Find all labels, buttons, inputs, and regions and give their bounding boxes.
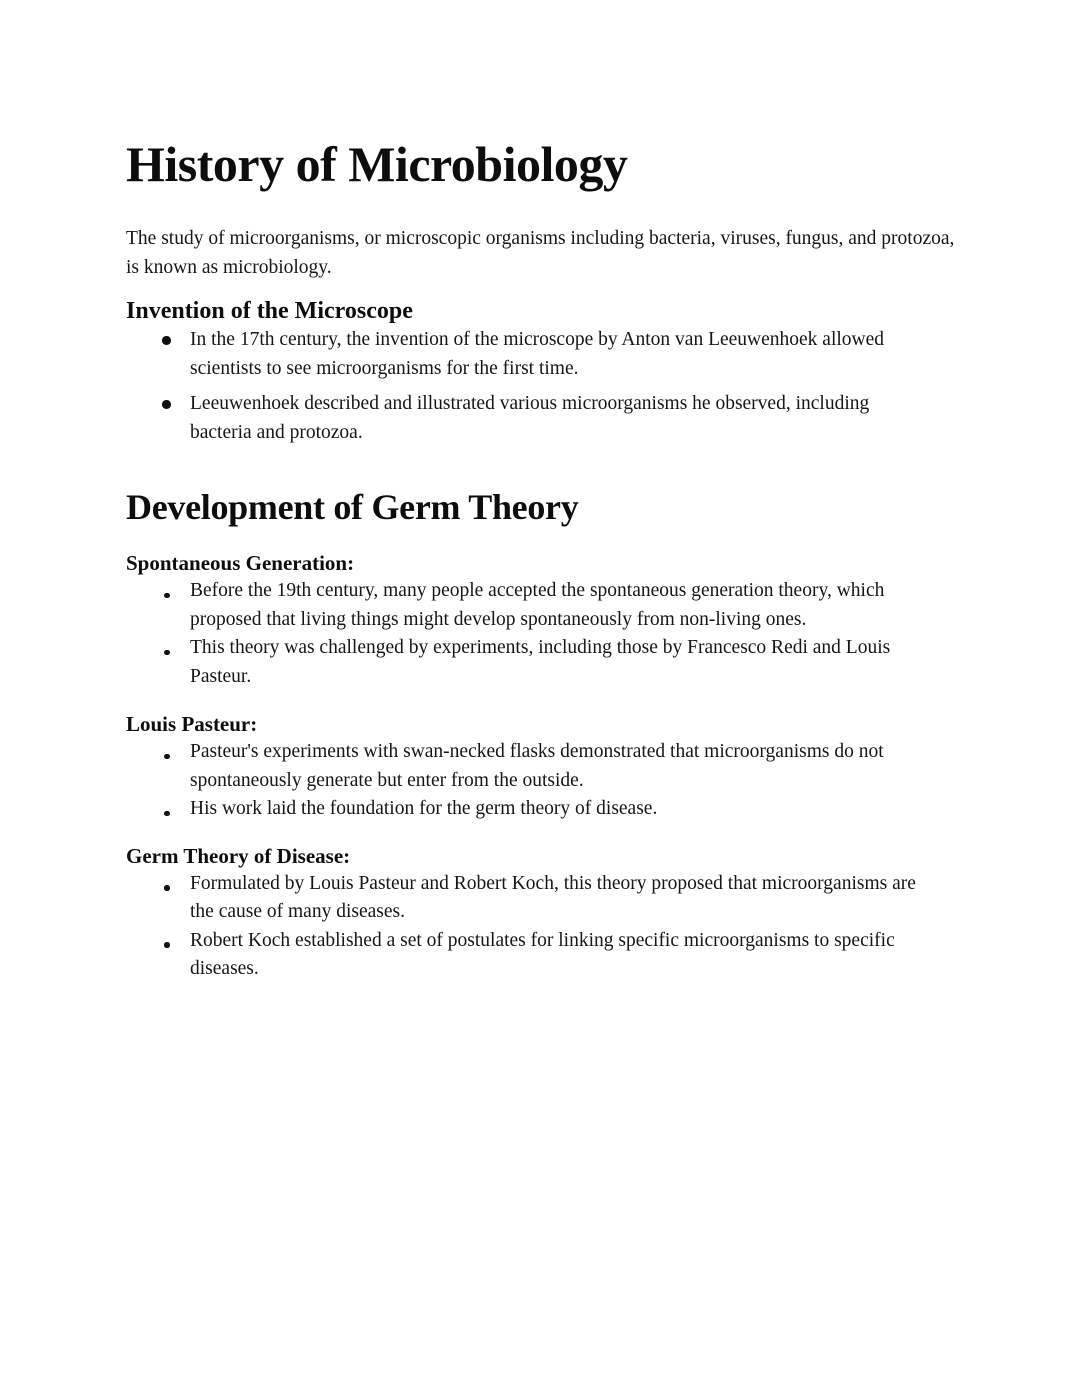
section-heading-development-of-germ-theory: Development of Germ Theory	[126, 487, 579, 527]
list-item-text: Leeuwenhoek described and illustrated various microorganisms he observed, including bacteria and protozoa.	[190, 393, 870, 443]
microscope-bullet-list	[126, 326, 925, 447]
spontaneous-generation-bullet-list	[126, 577, 925, 691]
list-item	[126, 326, 925, 383]
list-item-text: His work laid the foundation for the germ theory of disease.	[190, 798, 658, 819]
bullet-icon	[162, 400, 171, 409]
list-item-text: In the 17th century, the invention of the microscope by Anton van Leeuwenhoek allowed scientists to see microorganisms for the first time.	[190, 329, 885, 379]
page-title: History of Microbiology	[126, 136, 628, 192]
subsection-label-spontaneous-generation: Spontaneous Generation:	[126, 551, 355, 575]
subsection-label-germ-theory-of-disease: Germ Theory of Disease:	[126, 843, 351, 868]
list-item	[126, 634, 925, 691]
list-item	[126, 738, 925, 795]
bullet-icon	[164, 942, 170, 948]
bullet-icon	[164, 754, 170, 760]
list-item	[126, 795, 925, 824]
bullet-icon	[164, 593, 170, 599]
list-item-text: This theory was challenged by experiments, including those by Francesco Redi and Louis Pasteur.	[190, 637, 891, 687]
section-heading-invention-of-the-microscope: Invention of the Microscope	[126, 298, 413, 324]
list-item-text: Pasteur's experiments with swan-necked flasks demonstrated that microorganisms do not spontaneously generate but enter from the outside.	[190, 741, 884, 791]
list-item	[126, 390, 925, 447]
subsection-label-louis-pasteur: Louis Pasteur:	[126, 712, 258, 736]
intro-paragraph: The study of microorganisms, or microscopic organisms including bacteria, viruses, fungus, and protozoa, is known as microbiology.	[126, 228, 955, 278]
list-item-text: Robert Koch established a set of postulates for linking specific microorganisms to specific diseases.	[190, 929, 895, 979]
germ-theory-of-disease-bullet-list	[126, 870, 925, 984]
bullet-icon	[162, 336, 171, 345]
louis-pasteur-bullet-list	[126, 738, 925, 824]
list-item	[126, 870, 925, 927]
list-item-text: Formulated by Louis Pasteur and Robert Koch, this theory proposed that microorganisms are the cause of many diseases.	[190, 872, 916, 922]
bullet-icon	[164, 811, 170, 817]
list-item	[126, 577, 925, 634]
bullet-icon	[164, 885, 170, 891]
list-item-text: Before the 19th century, many people accepted the spontaneous generation theory, which proposed that living things might develop spontaneously from non-living ones.	[190, 580, 885, 630]
bullet-icon	[164, 650, 170, 656]
list-item	[126, 927, 925, 984]
